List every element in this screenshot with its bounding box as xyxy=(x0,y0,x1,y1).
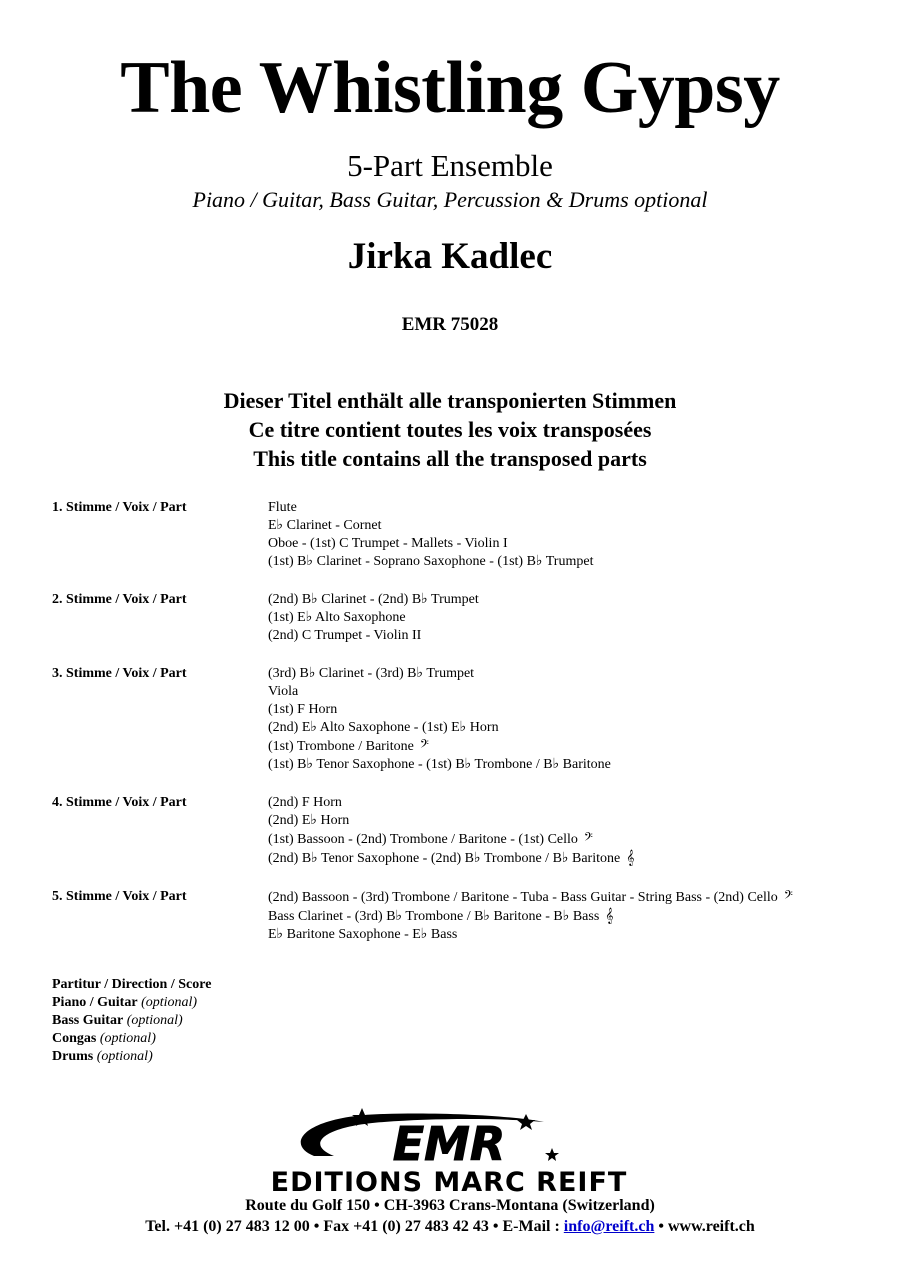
instrument-text: (1st) B♭ Clarinet - Soprano Saxophone - (1st) B♭ Trumpet xyxy=(268,554,594,569)
part-group xyxy=(52,888,872,944)
publisher-logo xyxy=(244,1104,654,1200)
publisher-wordmark: EDITIONS MARC REIFT xyxy=(270,1167,628,1198)
part-label: 5. Stimme / Voix / Part xyxy=(52,889,187,904)
instrument-text: Viola xyxy=(268,684,299,699)
catalog-number: EMR 75028 xyxy=(401,314,499,335)
instrument-line xyxy=(268,701,872,719)
notice-german: Dieser Titel enthält alle transponierten Stimmen xyxy=(223,388,677,413)
extra-part-item xyxy=(52,1012,211,1030)
instrument-line xyxy=(268,830,872,849)
instrument-text: (2nd) E♭ Horn xyxy=(268,813,350,828)
ensemble-subtitle: 5-Part Ensemble xyxy=(347,148,553,183)
instrument-text: (1st) B♭ Tenor Saxophone - (1st) B♭ Trombone / B♭ Baritone xyxy=(268,757,611,772)
logo-letters: EMR xyxy=(392,1117,506,1171)
transposition-notice xyxy=(0,386,900,473)
instrument-text: Flute xyxy=(268,500,297,515)
part-label: 2. Stimme / Voix / Part xyxy=(52,592,187,607)
bass-clef-icon: 𝄢 xyxy=(583,831,593,847)
instrument-text: (3rd) B♭ Clarinet - (3rd) B♭ Trumpet xyxy=(268,666,475,681)
instrument-text: Oboe - (1st) C Trumpet - Mallets - Violin I xyxy=(268,536,508,551)
instrument-line xyxy=(268,591,872,609)
notice-french: Ce titre contient toutes les voix transposées xyxy=(248,417,652,442)
instrument-text: (2nd) E♭ Alto Saxophone - (1st) E♭ Horn xyxy=(268,720,499,735)
contact-phone-fax: Tel. +41 (0) 27 483 12 00 • Fax +41 (0) 27 483 42 43 • E-Mail : xyxy=(145,1218,564,1235)
optional-note: (optional) xyxy=(141,995,198,1010)
instrument-text: (1st) E♭ Alto Saxophone xyxy=(268,610,406,625)
instrument-line xyxy=(268,719,872,737)
part-label: 3. Stimme / Voix / Part xyxy=(52,666,187,681)
instrument-text: (1st) Bassoon - (2nd) Trombone / Baritone - (1st) Cello xyxy=(268,832,578,847)
instrument-line xyxy=(268,535,872,553)
bass-clef-icon: 𝄢 xyxy=(783,889,793,905)
part-label: 1. Stimme / Voix / Part xyxy=(52,500,187,515)
part-group xyxy=(52,665,872,774)
instrumentation-note: Piano / Guitar, Bass Guitar, Percussion & Drums optional xyxy=(192,187,708,212)
composer-name: Jirka Kadlec xyxy=(347,236,553,277)
instrument-line xyxy=(268,517,872,535)
extra-part-name: Drums xyxy=(52,1049,94,1064)
instrument-text: (1st) F Horn xyxy=(268,702,338,717)
extra-part-item xyxy=(52,1048,211,1066)
page-title: The Whistling Gypsy xyxy=(120,47,780,129)
publisher-contact xyxy=(0,1217,900,1237)
instrument-text: (2nd) Bassoon - (3rd) Trombone / Baritone - Tuba - Bass Guitar - String Bass - (2nd) Cello xyxy=(268,890,778,905)
part-instruments xyxy=(268,794,872,868)
part-group xyxy=(52,794,872,868)
part-instruments xyxy=(268,888,872,944)
part-instruments xyxy=(268,665,872,774)
instrument-line xyxy=(268,683,872,701)
part-group xyxy=(52,499,872,571)
instrument-line xyxy=(268,737,872,756)
instrument-text: (2nd) F Horn xyxy=(268,795,342,810)
email-link[interactable]: info@reift.ch xyxy=(563,1218,655,1235)
instrument-line xyxy=(268,907,872,926)
treble-clef-icon: 𝄞 xyxy=(605,908,614,924)
instrument-line xyxy=(268,665,872,683)
extra-part-name: Piano / Guitar xyxy=(52,995,138,1010)
extra-part-name: Bass Guitar xyxy=(52,1013,124,1028)
part-instruments xyxy=(268,499,872,571)
instrument-line xyxy=(268,756,872,774)
instrument-line xyxy=(268,849,872,868)
extra-parts-list xyxy=(52,976,211,1066)
optional-note: (optional) xyxy=(99,1031,156,1046)
instrument-text: (2nd) C Trumpet - Violin II xyxy=(268,628,422,643)
extra-part-item xyxy=(52,1030,211,1048)
instrument-line xyxy=(268,812,872,830)
instrument-line xyxy=(268,888,872,907)
part-instruments xyxy=(268,591,872,645)
instrument-line xyxy=(268,926,872,944)
publisher-address: Route du Golf 150 • CH-3963 Crans-Montana (Switzerland) xyxy=(245,1197,655,1214)
notice-english: This title contains all the transposed parts xyxy=(253,446,647,471)
instrument-text: (1st) Trombone / Baritone xyxy=(268,739,414,754)
instrument-line xyxy=(268,609,872,627)
treble-clef-icon: 𝄞 xyxy=(626,850,635,866)
extra-part-item xyxy=(52,994,211,1012)
instrument-text: E♭ Clarinet - Cornet xyxy=(268,518,382,533)
parts-list xyxy=(52,499,872,964)
extra-part-name: Congas xyxy=(52,1031,97,1046)
bass-clef-icon: 𝄢 xyxy=(419,738,429,754)
optional-note: (optional) xyxy=(96,1049,153,1064)
extra-part-item xyxy=(52,976,211,994)
instrument-line xyxy=(268,499,872,517)
instrument-line xyxy=(268,627,872,645)
instrument-line xyxy=(268,794,872,812)
instrument-text: E♭ Baritone Saxophone - E♭ Bass xyxy=(268,927,458,942)
extra-part-name: Partitur / Direction / Score xyxy=(52,977,212,992)
instrument-text: (2nd) B♭ Clarinet - (2nd) B♭ Trumpet xyxy=(268,592,479,607)
instrument-text: Bass Clarinet - (3rd) B♭ Trombone / B♭ Baritone - B♭ Bass xyxy=(268,909,600,924)
emr-logo-icon xyxy=(244,1104,654,1174)
part-group xyxy=(52,591,872,645)
optional-note: (optional) xyxy=(126,1013,183,1028)
instrument-line xyxy=(268,553,872,571)
part-label: 4. Stimme / Voix / Part xyxy=(52,795,187,810)
contact-website: • www.reift.ch xyxy=(654,1218,755,1235)
instrument-text: (2nd) B♭ Tenor Saxophone - (2nd) B♭ Trombone / B♭ Baritone xyxy=(268,851,621,866)
